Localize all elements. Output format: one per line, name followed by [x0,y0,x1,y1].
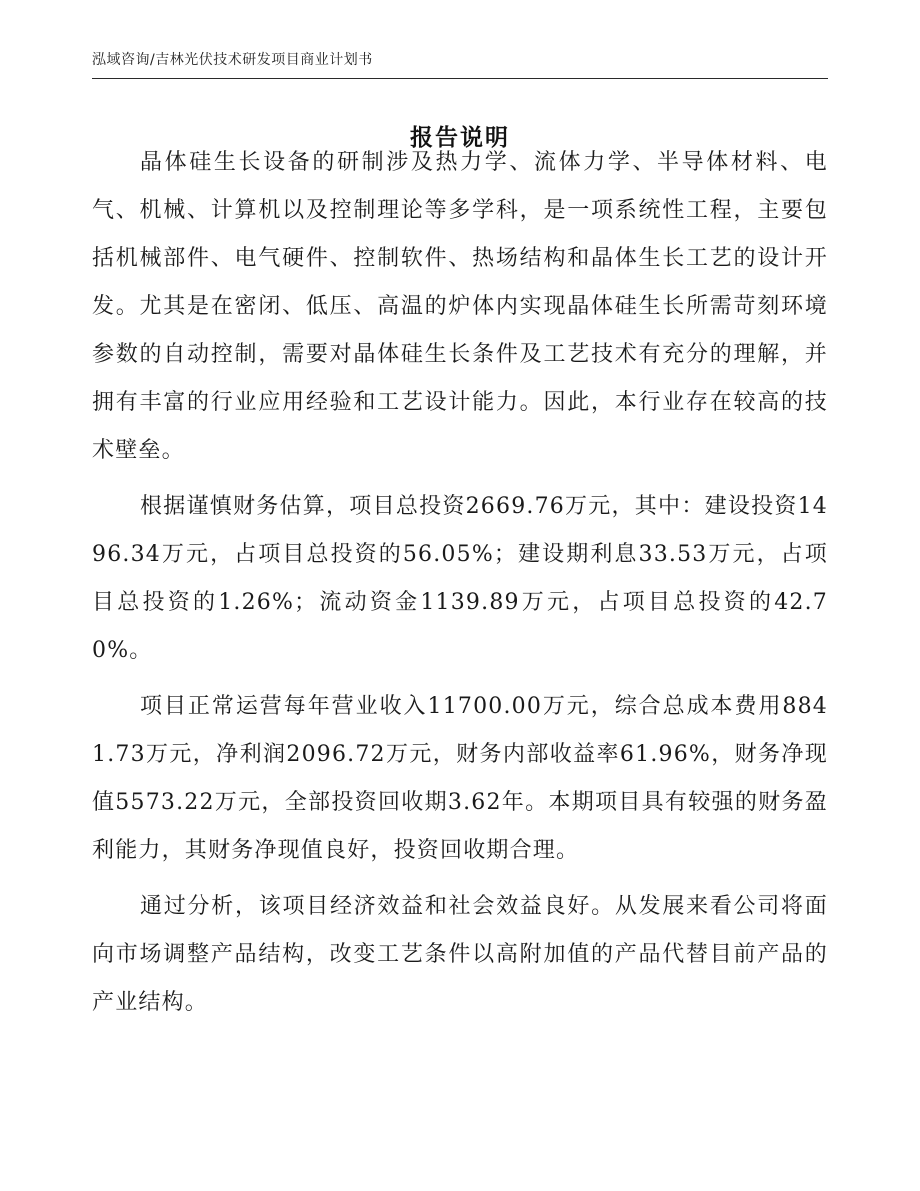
running-header: 泓域咨询/吉林光伏技术研发项目商业计划书 [92,48,828,79]
document-body [92,139,828,1035]
paragraph-investment-estimate: 根据谨慎财务估算，项目总投资2669.76万元，其中：建设投资1496.34万元，占项目总投资的56.05%；建设期利息33.53万元，占项目总投资的1.26%；流动资金1139.89万元，占项目总投资的42.70%。 [92,494,828,663]
paragraph-equipment-overview: 晶体硅生长设备的研制涉及热力学、流体力学、半导体材料、电气、机械、计算机以及控制理论等多学科，是一项系统性工程，主要包括机械部件、电气硬件、控制软件、热场结构和晶体生长工艺的设计开发。尤其是在密闭、低压、高温的炉体内实现晶体硅生长所需苛刻环境参数的自动控制，需要对晶体硅生长条件及工艺技术有充分的理解，并拥有丰富的行业应用经验和工艺设计能力。因此，本行业存在较高的技术壁垒。 [92,150,828,463]
paragraph-conclusion: 通过分析，该项目经济效益和社会效益良好。从发展来看公司将面向市场调整产品结构，改变工艺条件以高附加值的产品代替目前产品的产业结构。 [92,894,828,1015]
document-title: 报告说明 [410,125,510,151]
paragraph-financial-returns: 项目正常运营每年营业收入11700.00万元，综合总成本费用8841.73万元，净利润2096.72万元，财务内部收益率61.96%，财务净现值5573.22万元，全部投资回收期3.62年。本期项目具有较强的财务盈利能力，其财务净现值良好，投资回收期合理。 [92,694,828,863]
